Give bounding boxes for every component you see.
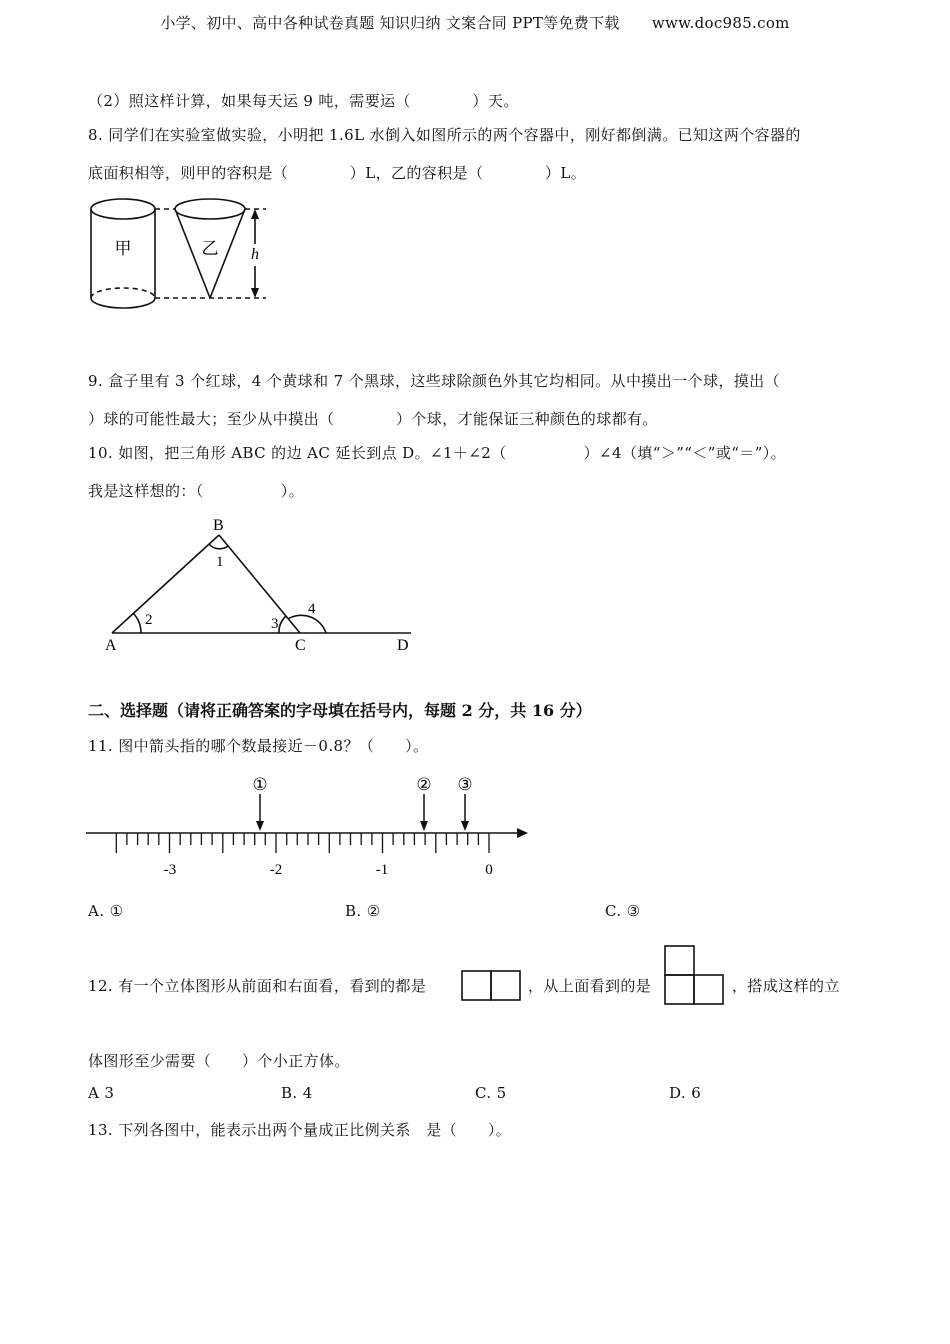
q9-line1: 9. 盒子里有 3 个红球，4 个黄球和 7 个黑球，这些球除颜色外其它均相同。从中摸出一个球，摸出（ xyxy=(88,372,780,390)
point-B: B xyxy=(213,517,224,534)
arrowhead-down xyxy=(251,288,259,298)
q12-stem-b: ，从上面看到的是 xyxy=(528,977,652,995)
q11-number-line xyxy=(80,770,540,885)
q12-stem-a: 12. 有一个立体图形从前面和右面看，看到的都是 xyxy=(88,977,427,995)
q12-option-d[interactable]: D. 6 xyxy=(669,1084,702,1102)
q12-top-view xyxy=(664,945,726,1007)
page-header xyxy=(0,12,950,33)
marker-3-label: ③ xyxy=(457,775,473,794)
angle-4-label: 4 xyxy=(308,601,316,617)
q11-stem: 11. 图中箭头指的哪个数最接近－0.8？（ ）。 xyxy=(88,737,429,755)
angle-1-label: 1 xyxy=(216,554,224,570)
axis-arrowhead xyxy=(517,828,528,838)
point-A: A xyxy=(105,637,117,654)
q12-line2: 体图形至少需要（ ）个小正方体。 xyxy=(88,1052,350,1070)
header-text: 小学、初中、高中各种试卷真题 知识归纳 文案合同 PPT等免费下载 xyxy=(160,14,620,32)
tick-label-neg3: -3 xyxy=(163,862,177,878)
q7-part2: （2）照这样计算，如果每天运 9 吨，需要运（ ）天。 xyxy=(88,92,519,110)
q8-line2: 底面积相等，则甲的容积是（ ）L，乙的容积是（ ）L。 xyxy=(88,164,587,182)
q11-option-b[interactable]: B. ② xyxy=(345,902,381,920)
q12-option-a[interactable]: A 3 xyxy=(88,1084,115,1102)
height-label: h xyxy=(251,246,259,263)
angle-3-arc xyxy=(279,616,286,633)
q9-line2: ）球的可能性最大；至少从中摸出（ ）个球，才能保证三种颜色的球都有。 xyxy=(88,410,658,428)
angle-1-arc xyxy=(209,544,228,549)
marker-2-label: ② xyxy=(416,775,432,794)
cylinder-bottom-front xyxy=(91,298,155,308)
point-D: D xyxy=(397,637,409,654)
marker-2-head xyxy=(420,821,428,831)
axis-ticks xyxy=(116,833,489,853)
top-square-1 xyxy=(665,946,694,975)
q12-option-b[interactable]: B. 4 xyxy=(281,1084,313,1102)
cylinder-label: 甲 xyxy=(114,239,132,258)
tick-label-neg2: -2 xyxy=(269,862,283,878)
q10-triangle-figure xyxy=(95,512,425,657)
q10-line1: 10. 如图，把三角形 ABC 的边 AC 延长到点 D。∠1＋∠2（ ）∠4（填“＞”“＜”或“＝”）。 xyxy=(88,444,787,462)
top-square-2 xyxy=(665,975,694,1004)
top-square-3 xyxy=(694,975,723,1004)
q12-front-view xyxy=(461,970,523,1002)
cone-label: 乙 xyxy=(201,239,219,258)
angle-2-arc xyxy=(133,613,141,633)
q12-stem-c: ，搭成这样的立 xyxy=(732,977,840,995)
cone-top xyxy=(175,199,245,219)
marker-1-head xyxy=(256,821,264,831)
header-site: www.doc985.com xyxy=(651,14,790,32)
cylinder-top xyxy=(91,199,155,219)
tick-label-neg1: -1 xyxy=(375,862,389,878)
q11-option-c[interactable]: C. ③ xyxy=(605,902,641,920)
q12-option-c[interactable]: C. 5 xyxy=(475,1084,507,1102)
section2-title: 二、选择题（请将正确答案的字母填在括号内，每题 2 分，共 16 分） xyxy=(88,701,592,720)
tick-label-0: 0 xyxy=(485,862,493,878)
side-AB xyxy=(112,535,219,633)
q8-line1: 8. 同学们在实验室做实验，小明把 1.6L 水倒入如图所示的两个容器中，刚好都倒满。已知这两个容器的 xyxy=(88,126,801,144)
angle-3-label: 3 xyxy=(271,616,279,632)
arrowhead-up xyxy=(251,209,259,219)
cylinder-bottom-back xyxy=(91,288,155,298)
marker-3-head xyxy=(461,821,469,831)
front-square-1 xyxy=(462,971,491,1000)
q13-stem: 13. 下列各图中，能表示出两个量成正比例关系 是（ ）。 xyxy=(88,1121,512,1139)
front-square-2 xyxy=(491,971,520,1000)
marker-1-label: ① xyxy=(252,775,268,794)
q10-line2: 我是这样想的：（ ）。 xyxy=(88,482,305,500)
q11-option-a[interactable]: A. ① xyxy=(88,902,124,920)
angle-2-label: 2 xyxy=(145,612,153,628)
point-C: C xyxy=(295,637,306,654)
q8-figure xyxy=(86,192,276,317)
